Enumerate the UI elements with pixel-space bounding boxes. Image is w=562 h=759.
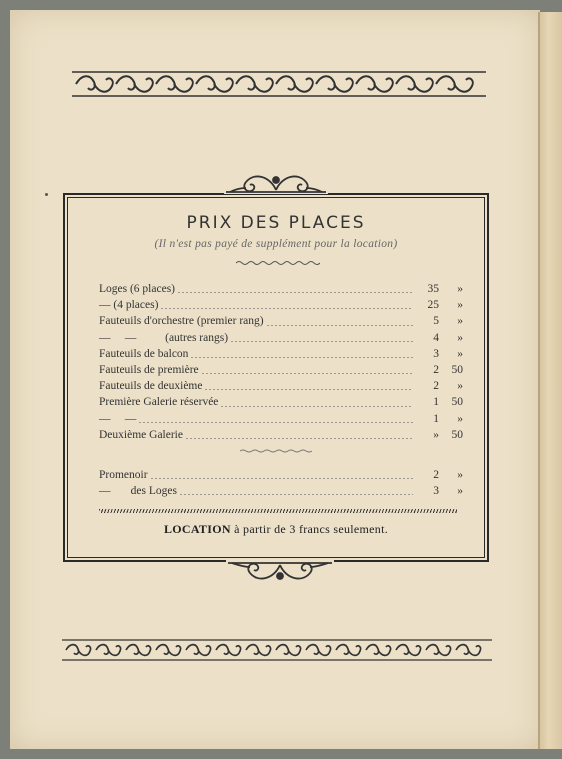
price-centimes: 50: [451, 364, 463, 377]
dot-leader: [138, 422, 413, 423]
price-centimes: »: [457, 412, 463, 425]
price-label: Deuxième Galerie: [99, 428, 183, 441]
price-francs: 2: [433, 380, 439, 393]
price-row: [99, 411, 465, 427]
dot-leader: [230, 341, 413, 342]
price-row: [99, 467, 465, 483]
dot-leader: [160, 308, 413, 309]
divider-squiggle: [240, 448, 314, 454]
price-francs: 2: [433, 364, 439, 377]
dot-leader: [201, 373, 413, 374]
dot-leader: [266, 325, 413, 326]
price-francs: 1: [433, 412, 439, 425]
price-francs: 1: [433, 396, 439, 409]
top-ornament-border: [72, 70, 486, 98]
dot-leader: [190, 357, 413, 358]
price-francs: 3: [433, 347, 439, 360]
location-heading: LOCATION: [163, 522, 231, 536]
promenoir-list: [99, 467, 465, 499]
location-note: [100, 522, 452, 537]
price-francs: 25: [427, 299, 439, 312]
price-label: — (4 places): [99, 299, 159, 312]
price-row: [99, 427, 465, 443]
divider-squiggle: [236, 260, 320, 266]
price-label: Promenoir: [99, 469, 148, 482]
price-row: [99, 297, 465, 313]
location-text: à partir de 3 francs seulement.: [234, 522, 389, 536]
hatched-divider: [99, 509, 457, 513]
price-francs: 4: [433, 331, 439, 344]
page-title: PRIX DES PLACES: [186, 213, 366, 233]
price-francs: »: [433, 428, 439, 441]
price-francs: 2: [433, 469, 439, 482]
price-list: [99, 281, 465, 443]
price-label: Fauteuils de balcon: [99, 347, 189, 360]
price-label: — des Loges: [99, 485, 177, 498]
ink-speck: [45, 193, 48, 196]
bottom-ornament-border: [62, 638, 492, 662]
price-centimes: 50: [451, 428, 463, 441]
price-row: [99, 281, 465, 297]
next-page-edge: [540, 12, 562, 749]
price-label: Fauteuils de deuxième: [99, 380, 203, 393]
page-subtitle: (Il n'est pas payé de supplément pour la location): [154, 238, 398, 250]
price-row: [99, 330, 465, 346]
price-centimes: »: [457, 347, 463, 360]
price-label: Première Galerie réservée: [99, 396, 219, 409]
frame-bottom-ornament: [226, 560, 334, 588]
dot-leader: [177, 292, 413, 293]
price-row: [99, 313, 465, 329]
price-francs: 35: [427, 283, 439, 296]
price-centimes: »: [457, 380, 463, 393]
dot-leader: [204, 389, 413, 390]
price-francs: 5: [433, 315, 439, 328]
price-centimes: »: [457, 469, 463, 482]
price-row: [99, 394, 465, 410]
price-francs: 3: [433, 485, 439, 498]
price-centimes: »: [457, 485, 463, 498]
price-row: [99, 362, 465, 378]
price-centimes: »: [457, 299, 463, 312]
frame-top-ornament: [224, 168, 328, 194]
price-centimes: »: [457, 331, 463, 344]
dot-leader: [220, 406, 413, 407]
price-row: [99, 483, 465, 499]
price-label: Fauteuils de première: [99, 364, 199, 377]
dot-leader: [179, 494, 413, 495]
price-centimes: 50: [451, 396, 463, 409]
dot-leader: [185, 438, 413, 439]
price-label: Fauteuils d'orchestre (premier rang): [99, 315, 264, 328]
price-centimes: »: [457, 315, 463, 328]
price-row: [99, 378, 465, 394]
price-label: Loges (6 places): [99, 283, 175, 296]
price-centimes: »: [457, 283, 463, 296]
price-row: [99, 346, 465, 362]
dot-leader: [150, 478, 413, 479]
price-label: — —: [99, 412, 137, 425]
price-label: — — (autres rangs): [99, 331, 229, 344]
